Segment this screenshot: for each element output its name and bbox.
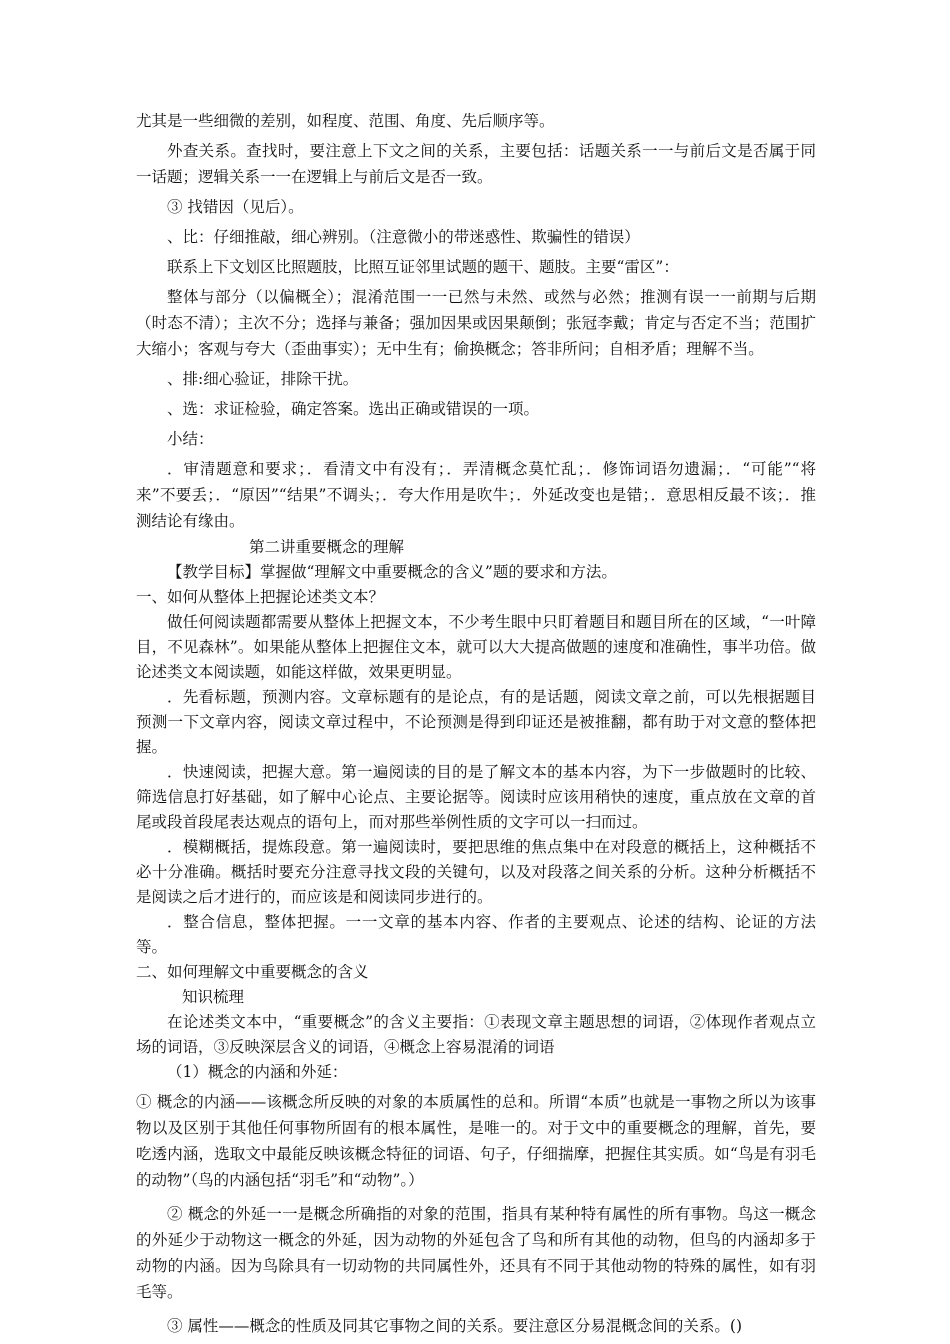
- paragraph: ．整合信息，整体把握。一一文章的基本内容、作者的主要观点、论述的结构、论证的方法等。: [136, 913, 816, 956]
- paragraph: 、排:细心验证，排除干扰。: [167, 370, 359, 388]
- section-title: 第二讲重要概念的理解: [249, 538, 405, 556]
- paragraph: （1）概念的内涵和外延：: [167, 1063, 348, 1081]
- paragraph: 【教学目标】掌握做“理解文中重要概念的含义”题的要求和方法。: [167, 563, 617, 581]
- paragraph: 、比：仔细推敲，细心辨别。（注意微小的带迷惑性、欺骗性的错误）: [167, 228, 640, 246]
- paragraph: ③ 找错因（见后）。: [167, 198, 304, 216]
- paragraph: 外查关系。查找时，要注意上下文之间的关系，主要包括：话题关系一一与前后文是否属于同一话题；逻辑关系一一在逻辑上与前后文是否一致。: [136, 142, 816, 186]
- section-heading: 一、如何从整体上把握论述类文本？: [136, 588, 385, 606]
- paragraph: ．模糊概括，提炼段意。第一遍阅读时，要把思维的焦点集中在对段意的概括上，这种概括不必十分准确。概括时要充分注意寻找文段的关键句，以及对段落之间关系的分析。这种分析概括不是阅读之后才进行的，而应该是和阅读同步进行的。: [136, 838, 816, 906]
- paragraph: 尤其是一些细微的差别，如程度、范围、角度、先后顺序等。: [136, 112, 555, 130]
- section-heading: 二、如何理解文中重要概念的含义: [136, 963, 369, 981]
- subheading: 知识梳理: [182, 988, 245, 1006]
- paragraph: ③ 属性——概念的性质及同其它事物之间的关系。要注意区分易混概念间的关系。(): [167, 1317, 743, 1335]
- paragraph: 做任何阅读题都需要从整体上把握文本，不少考生眼中只盯着题目和题目所在的区域，“一叶障目，不见森林”。如果能从整体上把握住文本，就可以大大提高做题的速度和准确性，事半功倍。做论述类文本阅读题，如能这样做，效果更明显。: [136, 613, 816, 681]
- paragraph: ① 概念的内涵——该概念所反映的对象的本质属性的总和。所谓“本质”也就是一事物之所以为该事物以及区别于其他任何事物所固有的根本属性，是唯一的。对于文中的重要概念的理解，首先，要吃透内涵，选取文中最能反映该概念特征的词语、句子，仔细揣摩，把握住其实质。如“鸟是有羽毛的动物”（鸟的内涵包括“羽毛”和“动物”。）: [136, 1093, 816, 1189]
- document-page: [136, 108, 816, 1339]
- paragraph: 小结：: [167, 430, 214, 448]
- paragraph: ．审清题意和要求；．看清文中有没有；．弄清概念莫忙乱；．修饰词语勿遗漏；．“可能”“将来”不要丢；．“原因”“结果”不调头；．夸大作用是吹牛；．外延改变也是错；．意思相反最不该；．推测结论有缘由。: [136, 460, 816, 530]
- paragraph: ．先看标题，预测内容。文章标题有的是论点，有的是话题，阅读文章之前，可以先根据题目预测一下文章内容，阅读文章过程中，不论预测是得到印证还是被推翻，都有助于对文意的整体把握。: [136, 688, 816, 756]
- paragraph: ．快速阅读，把握大意。第一遍阅读的目的是了解文本的基本内容，为下一步做题时的比较、筛选信息打好基础，如了解中心论点、主要论据等。阅读时应该用稍快的速度，重点放在文章的首尾或段首段尾表达观点的语句上，而对那些举例性质的文字可以一扫而过。: [136, 763, 816, 831]
- paragraph: 、选：求证检验，确定答案。选出正确或错误的一项。: [167, 400, 540, 418]
- paragraph: ② 概念的外延一一是概念所确指的对象的范围，指具有某种特有属性的所有事物。鸟这一概念的外延少于动物这一概念的外延，因为动物的外延包含了鸟和所有其他的动物，但鸟的内涵却多于动物的内涵。因为鸟除具有一切动物的共同属性外，还具有不同于其他动物的特殊的属性，如有羽毛等。: [136, 1205, 816, 1301]
- paragraph: 整体与部分（以偏概全）；混淆范围一一已然与未然、或然与必然；推测有误一一前期与后期（时态不清）；主次不分；选择与兼备；强加因果或因果颠倒；张冠李戴；肯定与否定不当；范围扩大缩小；客观与夸大（歪曲事实）；无中生有；偷换概念；答非所问；自相矛盾；理解不当。: [136, 288, 816, 358]
- paragraph: 联系上下文划区比照题肢，比照互证邻里试题的题干、题肢。主要“雷区”：: [167, 258, 679, 276]
- paragraph: 在论述类文本中，“重要概念”的含义主要指：①表现文章主题思想的词语，②体现作者观点立场的词语，③反映深层含义的词语，④概念上容易混淆的词语: [136, 1013, 816, 1056]
